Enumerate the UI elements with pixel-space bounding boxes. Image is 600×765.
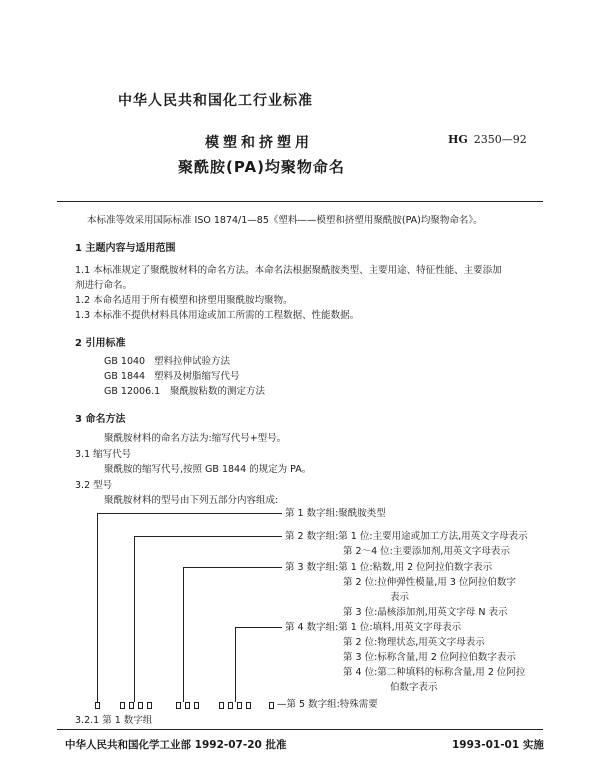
digit-box [147, 702, 152, 709]
connector-line-g3 [183, 567, 184, 702]
footer-issuer: 中华人民共和国化学工业部 1992-07-20 批准 [65, 739, 287, 751]
digit-box [228, 702, 233, 709]
para-1-2: 1.2 本命名适用于所有模塑和挤塑用聚酰胺均聚物。 [75, 295, 293, 306]
digit-box [185, 702, 190, 709]
group4-line3: 第 3 位:标称含量,用 2 位阿拉伯数字表示 [343, 652, 516, 663]
ref-item [104, 355, 230, 368]
group1-label: 第 1 数字组:聚酰胺类型 [285, 508, 386, 519]
ref-title: 塑料拉伸试验方法 [154, 356, 231, 367]
connector-line-g4 [235, 627, 236, 702]
digit-box [246, 702, 251, 709]
section3-heading: 3 命名方法 [75, 414, 126, 425]
connector-line-g1-h [97, 513, 282, 514]
ref-code: GB 1844 [104, 371, 146, 382]
group4-line4: 第 4 位:第二种填料的标称含量,用 2 位阿拉 [343, 667, 526, 678]
digit-box [194, 702, 199, 709]
group4-line2: 第 2 位:物理状态,用英文字母表示 [343, 637, 485, 648]
group2-line2: 第 2～4 位:主要添加剂,用英文字母表示 [343, 546, 510, 557]
ref-item [104, 385, 265, 398]
ref-title: 聚酰胺粘数的测定方法 [170, 386, 266, 397]
doc-title-line2: 聚酰胺(PA)均聚物命名 [178, 158, 345, 176]
standard-code [448, 133, 527, 146]
standard-number: 2350—92 [473, 133, 527, 146]
connector-line-g2-h [134, 536, 282, 537]
para-3-1: 聚酰胺的缩写代号,按照 GB 1844 的规定为 PA。 [104, 464, 312, 475]
digit-box [219, 702, 224, 709]
footer-effective-date: 1993-01-01 实施 [452, 739, 544, 751]
connector-line-g2 [134, 536, 135, 702]
intro-text: 本标准等效采用国际标准 ISO 1874/1—85《塑料——模塑和挤塑用聚酰胺(PA)均聚物命名》。 [87, 215, 483, 226]
section1-heading: 1 主题内容与适用范围 [75, 243, 176, 254]
ref-item [104, 370, 240, 383]
connector-line-g4-h [235, 627, 282, 628]
header-divider [57, 201, 543, 202]
section3-intro: 聚酰胺材料的命名方法为:缩写代号+型号。 [104, 433, 287, 444]
connector-line-g1 [97, 513, 98, 702]
group4-line1: 第 4 数字组:第 1 位:填料,用英文字母表示 [285, 622, 462, 633]
group3-line2: 第 2 位:拉伸弹性模量,用 3 位阿拉伯数字 [343, 577, 516, 588]
digit-box [138, 702, 143, 709]
ref-title: 塑料及树脂缩写代号 [154, 371, 240, 382]
para-1-3: 1.3 本标准不提供材料具体用途或加工所需的工程数据、性能数据。 [75, 310, 360, 321]
digit-box [176, 702, 181, 709]
group4-line4b: 伯数字表示 [390, 682, 438, 693]
standard-prefix: HG [448, 133, 468, 146]
heading-3-2-1: 3.2.1 第 1 数字组 [75, 715, 153, 726]
group3-line2b: 表示 [390, 592, 410, 603]
digit-box [95, 702, 100, 709]
para-1-1-line1: 1.1 本标准规定了聚酰胺材料的命名方法。本命名法根据聚酰胺类型、主要用途、特征性能、主要添加 [75, 265, 502, 276]
group5-label: —第 5 数字组:特殊需要 [277, 699, 378, 710]
para-1-1-line2: 剂进行命名。 [75, 280, 133, 291]
heading-3-2: 3.2 型号 [75, 480, 113, 491]
digit-box [129, 702, 134, 709]
ref-code: GB 1040 [104, 356, 146, 367]
group3-line3: 第 3 位:晶核添加剂,用英文字母 N 表示 [343, 607, 508, 618]
digit-box [120, 702, 125, 709]
doc-title-line1: 模塑和挤塑用 [205, 135, 313, 151]
section2-heading: 2 引用标准 [75, 338, 126, 349]
ref-code: GB 12006.1 [104, 386, 161, 397]
org-title: 中华人民共和国化工行业标准 [118, 93, 313, 109]
digit-box [269, 702, 274, 709]
para-3-2: 聚酰胺材料的型号由下列五部分内容组成: [104, 495, 279, 506]
footer-divider [57, 729, 543, 730]
heading-3-1: 3.1 缩写代号 [75, 449, 132, 460]
digit-box [237, 702, 242, 709]
group2-line1: 第 2 数字组:第 1 位:主要用途或加工方法,用英文字母表示 [285, 531, 528, 542]
group3-line1: 第 3 数字组:第 1 位:粘数,用 2 位阿拉伯数字表示 [285, 562, 493, 573]
connector-line-g3-h [183, 567, 282, 568]
